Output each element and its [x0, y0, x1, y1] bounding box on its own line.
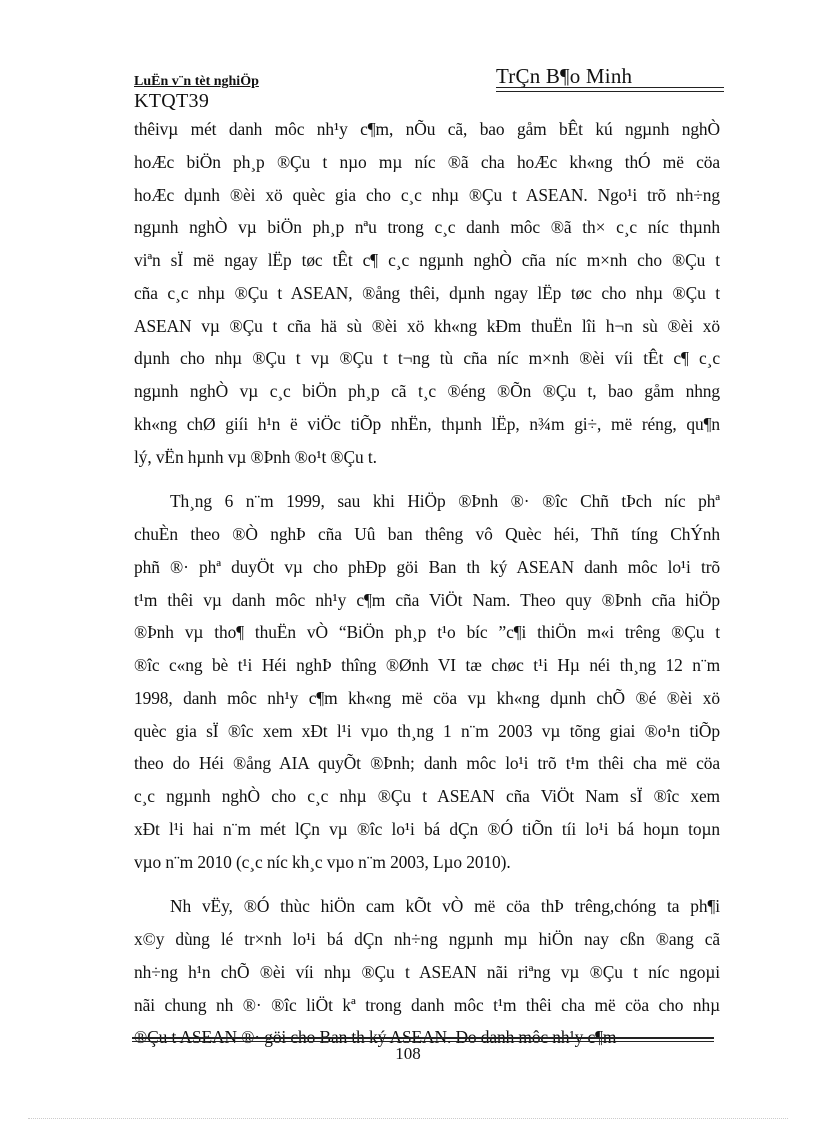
text-line: 1998, danh môc nh¹y c¶m kh«ng më cöa vµ kh«ng dµnh chÕ ®é ®èi xö: [134, 687, 720, 708]
text-line: theo do Héi ®ång AIA quyÕt ®Þnh; danh môc lo¹i trõ t¹m thêi cha më cöa: [134, 753, 720, 774]
text-line: x©y dùng lé tr×nh lo¹i bá dÇn nh÷ng ngµnh mµ hiÖn nay cßn ®ang cã: [134, 929, 720, 949]
text-line: nh÷ng h¹n chÕ ®èi víi nhµ ®Çu t ASEAN nãi riªng vµ ®Çu t níc ngoµi: [134, 961, 720, 982]
text-line: c¸c ngµnh nghÒ cho c¸c nhµ ®Çu t ASEAN cña ViÖt Nam sÏ ®îc xem: [134, 786, 720, 806]
text-line: ®Çu t ASEAN ®· göi cho Ban th ký ASEAN. Do danh môc nh¹y c¶m: [134, 1027, 617, 1048]
header-rule-thin: [496, 91, 724, 92]
footer-rule: [132, 1037, 714, 1039]
text-line: ®Þnh vµ tho¶ thuËn vÒ “BiÖn ph¸p t¹o bíc ”c¶i thiÖn m«i trêng ®Çu t: [134, 622, 720, 643]
text-line: hoÆc biÖn ph¸p ®Çu t nµo mµ níc ®ã cha hoÆc kh«ng thÓ më cöa: [134, 151, 720, 172]
text-line: chuÈn theo ®Ò nghÞ cña Uû ban thêng vô Quèc héi, Thñ tíng ChÝnh: [134, 524, 720, 544]
paragraph-gap: [134, 473, 720, 485]
header-author-name: TrÇn B¶o Minh: [496, 64, 633, 88]
body-text: [134, 113, 720, 1054]
footer-rule-thin: [132, 1041, 714, 1042]
text-line: lý, vËn hµnh vµ ®Þnh ®o¹t ®Çu t.: [134, 446, 377, 467]
header-rule: [496, 87, 724, 88]
text-line: t¹m thêi vµ danh môc nh¹y c¶m cña ViÖt Nam. Theo quy ®Þnh cña hiÖp: [134, 589, 720, 610]
text-line: xÐt l¹i hai n¨m mét lÇn vµ ®îc lo¹i bá dÇn ®Ó tiÕn tíi lo¹i bá hoµn toµn: [134, 818, 720, 839]
text-line: cña c¸c nhµ ®Çu t ASEAN, ®ång thêi, dµnh ngay lËp tøc cho nhµ ®Çu t: [134, 282, 720, 303]
paragraph: [134, 890, 720, 1054]
header-class-code: KTQT39: [134, 90, 210, 112]
text-line: thêivµ mét danh môc nh¹y c¶m, nÕu cã, bao gåm bÊt kú ngµnh nghÒ: [134, 119, 720, 139]
paragraph: [134, 113, 720, 473]
page-number: 108: [395, 1044, 421, 1063]
text-line: nãi chung nh ®· ®îc liÖt kª trong danh môc t¹m thêi cha më cöa cho nhµ: [134, 994, 720, 1015]
text-line: vµo n¨m 2010 (c¸c níc kh¸c vµo n¨m 2003, Lµo 2010).: [134, 851, 511, 872]
text-line: ®îc c«ng bè t¹i Héi nghÞ thîng ®Ønh VI tæ chøc t¹i Hµ néi th¸ng 12 n¨m: [134, 655, 720, 675]
text-line: Th¸ng 6 n¨m 1999, sau khi HiÖp ®Þnh ®· ®îc Chñ tÞch níc phª: [170, 491, 720, 512]
text-line: quèc gia sÏ ®îc xem xÐt l¹i vµo th¸ng 1 n¨m 2003 vµ tõng giai ®o¹n tiÕp: [134, 720, 720, 741]
text-line: phñ ®· phª duyÖt vµ cho phÐp göi Ban th ký ASEAN danh môc lo¹i trõ: [134, 556, 720, 577]
header-thesis-label: LuËn v¨n tèt nghiÖp: [134, 74, 259, 89]
text-line: dµnh cho nhµ ®Çu t vµ ®Çu t t¬ng tù cña níc m×nh ®èi víi tÊt c¶ c¸c: [134, 348, 720, 369]
text-line: ASEAN vµ ®Çu t cña hä sù ®èi xö kh«ng kÐm thuËn lîi h¬n sù ®èi xö: [134, 315, 720, 336]
text-line: viªn sÏ më ngay lËp tøc tÊt c¶ c¸c ngµnh nghÒ cña níc m×nh cho ®Çu t: [134, 250, 720, 270]
text-line: ngµnh nghÒ vµ biÖn ph¸p nªu trong c¸c danh môc ®ã th× c¸c níc thµnh: [134, 217, 720, 238]
text-line: ngµnh nghÒ vµ c¸c biÖn ph¸p cã t¸c ®éng ®Õn ®Çu t, bao gåm nhng: [134, 381, 720, 401]
paragraph: [134, 485, 720, 878]
text-line: kh«ng chØ giíi h¹n ë viÖc tiÕp nhËn, thµnh lËp, n¾m gi÷, më réng, qu¶n: [134, 413, 720, 434]
text-line: Nh vËy, ®Ó thùc hiÖn cam kÕt vÒ më cöa thÞ trêng,chóng ta ph¶i: [170, 896, 720, 917]
paragraph-gap: [134, 878, 720, 890]
text-line: hoÆc dµnh ®èi xö quèc gia cho c¸c nhµ ®Çu t ASEAN. Ngo¹i trõ nh÷ng: [134, 184, 720, 205]
page-bottom-border: [28, 1118, 788, 1119]
